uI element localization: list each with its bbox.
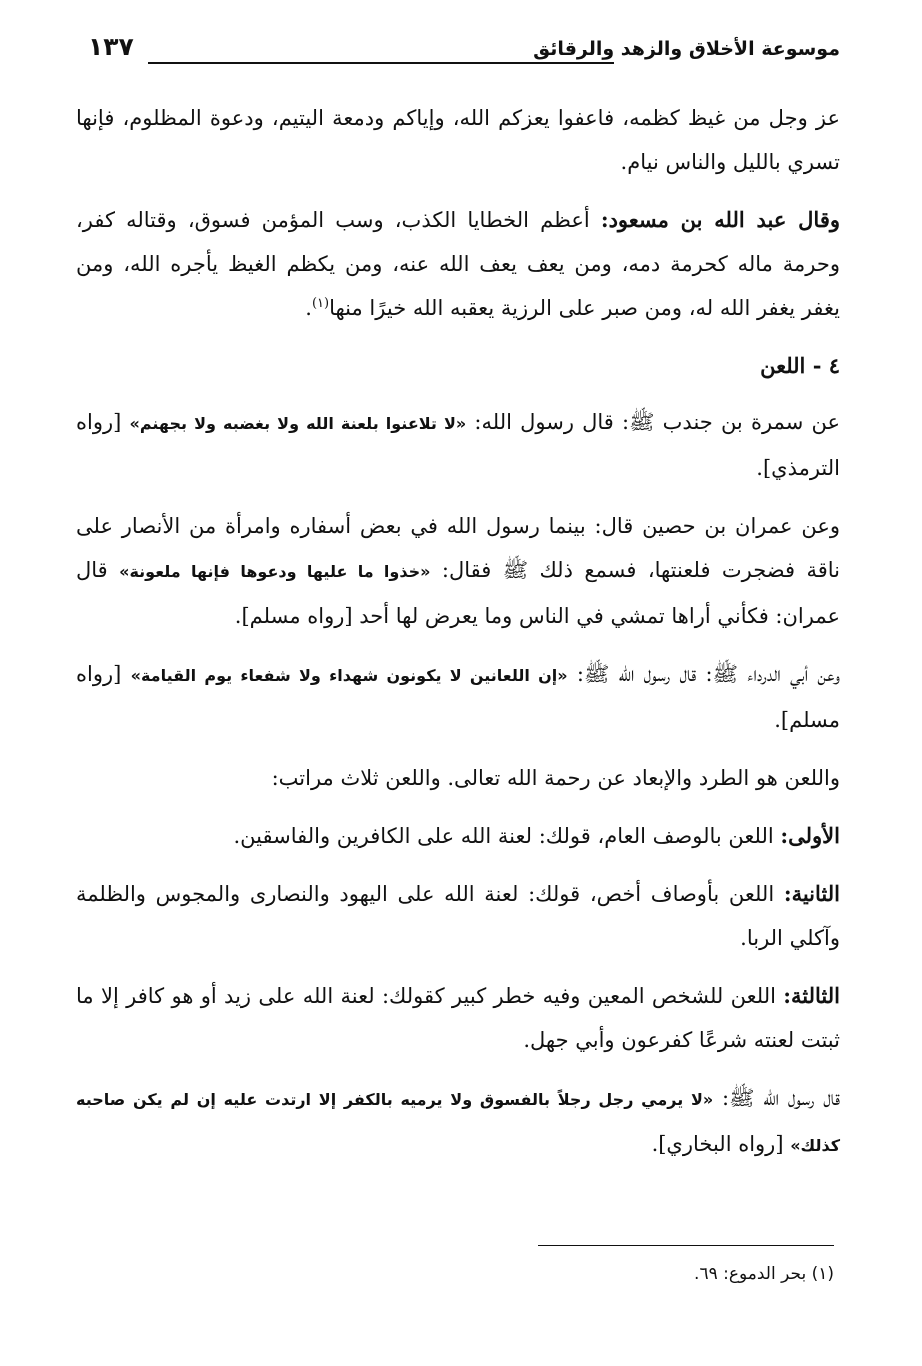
paragraph-text: أعظم الخطايا الكذب، وسب المؤمن فسوق، وقتاله كفر، وحرمة ماله كحرمة دمه، ومن يعف يعف الله عنه، ومن يكظم الغيظ يأجره الله، ومن يغفر يغفر الله له، ومن صبر على الرزية يعقبه الله خيرًا منها: [76, 208, 840, 320]
rank-label: الثالثة:: [783, 983, 840, 1008]
hadith-after: قال عمران: فكأني أراها تمشي في الناس وما يعرض لها أحد [رواه مسلم].: [76, 558, 840, 628]
rank-text: اللعن بالوصف العام، قولك: لعنة الله على الكافرين والفاسقين.: [233, 824, 781, 848]
hadith-intro: عن سمرة بن جندب ﷺ: قال رسول الله:: [466, 410, 840, 434]
hadith-intro: قال رسول الله ﷺ:: [713, 1086, 841, 1110]
rank-label: الأولى:: [780, 823, 840, 848]
hadith-bukhari: [76, 1076, 840, 1168]
hadith-samura: [76, 400, 840, 490]
rank-third: [76, 974, 840, 1062]
rank-first: [76, 814, 840, 858]
footnote-rule: [538, 1245, 834, 1246]
hadith-quote: «خذوا ما عليها ودعوها فإنها ملعونة»: [119, 562, 431, 581]
hadith-intro: وعن أبي الدرداء ﷺ: قال رسول الله ﷺ:: [567, 662, 840, 686]
header-rule: [148, 62, 614, 64]
page-body: [76, 96, 840, 1182]
definition-paragraph: واللعن هو الطرد والإبعاد عن رحمة الله تعالى. واللعن ثلاث مراتب:: [271, 766, 840, 790]
hadith-reference: [رواه مسلم].: [76, 662, 840, 732]
hadith-reference: [رواه البخاري].: [651, 1132, 791, 1156]
hadith-abu-darda: [76, 652, 840, 742]
page-number: ١٣٧: [88, 32, 134, 61]
book-title: موسوعة الأخلاق والزهد والرقائق: [533, 38, 840, 60]
paragraph-label: وقال عبد الله بن مسعود:: [600, 207, 841, 232]
paragraph-ibn-masud: [76, 198, 840, 330]
hadith-reference: [رواه الترمذي].: [76, 410, 840, 480]
rank-label: الثانية:: [783, 881, 840, 906]
rank-text: اللعن للشخص المعين وفيه خطر كبير كقولك: لعنة الله على زيد أو هو كافر إلا ما ثبتت لعنته شرعًا كفرعون وأبي جهل.: [76, 984, 840, 1052]
hadith-intro: وعن عمران بن حصين قال: بينما رسول الله في بعض أسفاره وامرأة من الأنصار على ناقة فضجرت فلعنتها، فسمع ذلك ﷺ فقال:: [76, 514, 840, 582]
footnote: (١) بحر الدموع: ٦٩.: [694, 1264, 834, 1284]
paragraph-end: .: [305, 296, 312, 320]
hadith-quote: «لا يرمي رجل رجلاً بالفسوق ولا يرميه بالكفر إلا ارتدت عليه إن لم يكن صاحبه كذلك»: [76, 1090, 840, 1155]
rank-second: [76, 872, 840, 960]
footnote-marker: (١): [311, 296, 330, 311]
page-header: [88, 34, 840, 74]
rank-text: اللعن بأوصاف أخص، قولك: لعنة الله على اليهود والنصارى والمجوس والظلمة وآكلي الربا.: [76, 882, 840, 950]
paragraph-continuation: عز وجل من غيظ كظمه، فاعفوا يعزكم الله، وإياكم ودمعة اليتيم، ودعوة المظلوم، فإنها تسري بالليل والناس نيام.: [76, 106, 840, 174]
hadith-quote: «لا تلاعنوا بلعنة الله ولا بغضبه ولا بجهنم»: [129, 414, 467, 433]
section-heading: ٤ - اللعن: [760, 353, 840, 378]
hadith-imran: [76, 504, 840, 638]
hadith-quote: «إن اللعانين لا يكونون شهداء ولا شفعاء يوم القيامة»: [130, 666, 568, 685]
